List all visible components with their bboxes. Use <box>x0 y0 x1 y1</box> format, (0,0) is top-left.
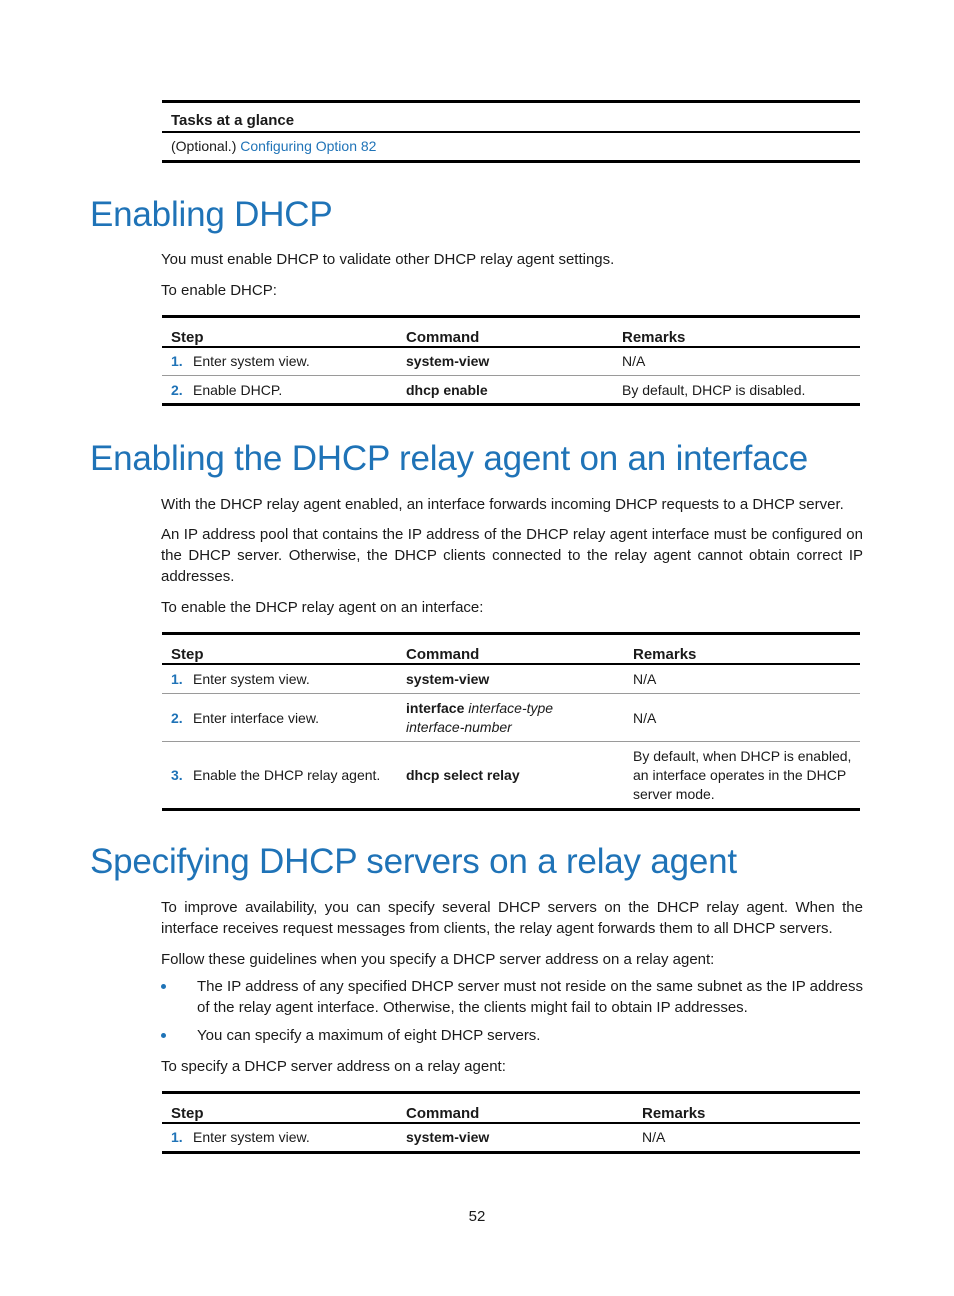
remarks-text: N/A <box>633 670 657 687</box>
table-row <box>162 664 860 694</box>
enable-relay-agent-table <box>162 632 860 811</box>
paragraph: To improve availability, you can specify several DHCP servers on the DHCP relay agent. When the interface receives request messages from clients, the relay agent forwards them to all DHCP servers. <box>161 899 863 937</box>
step-text: Enable the DHCP relay agent. <box>193 767 381 783</box>
command-arg: interface-number <box>406 718 512 735</box>
paragraph: To specify a DHCP server address on a relay agent: <box>161 1058 506 1075</box>
step-number: 2. <box>171 709 183 726</box>
step-text: Enter system view. <box>193 670 310 687</box>
remarks-text: By default, when DHCP is enabled, <box>633 747 852 764</box>
header-remarks: Remarks <box>633 645 697 663</box>
command-text: dhcp enable <box>406 381 488 398</box>
header-step: Step <box>171 1104 204 1122</box>
header-step: Step <box>171 328 204 346</box>
step-text: Enable DHCP. <box>193 381 283 398</box>
step-number: 3. <box>171 767 183 783</box>
header-command: Command <box>406 645 480 663</box>
remarks-text: By default, DHCP is disabled. <box>622 381 806 398</box>
step-text: Enter system view. <box>193 353 310 370</box>
bullet-icon <box>161 1033 166 1038</box>
table-row <box>162 694 860 742</box>
optional-label: (Optional.) <box>171 138 241 155</box>
step-cell <box>162 664 397 694</box>
bullet-text: You can specify a maximum of eight DHCP servers. <box>197 1027 541 1044</box>
tasks-at-a-glance-table <box>162 100 860 163</box>
remarks-text: N/A <box>642 1129 666 1146</box>
step-number: 1. <box>171 1129 183 1146</box>
paragraph: An IP address pool that contains the IP address of the DHCP relay agent interface must be configured on the DHCP server. Otherwise, the DHCP clients connected to the relay agent cannot obtain correct IP addresses. <box>161 526 863 585</box>
table-row <box>162 1123 860 1153</box>
step-cell <box>162 694 397 742</box>
section-title-enabling-relay-agent: Enabling the DHCP relay agent on an interface <box>90 439 809 478</box>
step-cell <box>162 1123 397 1153</box>
step-number: 2. <box>171 381 183 398</box>
bullet-icon <box>161 984 166 989</box>
command-text: system-view <box>406 670 490 687</box>
step-cell <box>162 742 397 810</box>
remarks-text: server mode. <box>633 785 715 802</box>
paragraph: To enable the DHCP relay agent on an interface: <box>161 599 484 616</box>
remarks-text: N/A <box>633 709 657 726</box>
header-command: Command <box>406 328 480 346</box>
paragraph: Follow these guidelines when you specify a DHCP server address on a relay agent: <box>161 951 715 968</box>
table-row <box>162 742 860 810</box>
table-row <box>162 347 860 376</box>
bullet-text: The IP address of any specified DHCP server must not reside on the same subnet as the IP address of the relay agent interface. Otherwise, the clients might fail to obtain IP addresses. <box>197 978 863 1016</box>
section-title-enabling-dhcp: Enabling DHCP <box>90 195 333 234</box>
paragraph: You must enable DHCP to validate other DHCP relay agent settings. <box>161 251 615 268</box>
header-remarks: Remarks <box>642 1104 706 1122</box>
command-text: dhcp select relay <box>406 767 520 783</box>
section-title-specifying-dhcp-servers: Specifying DHCP servers on a relay agent <box>90 842 737 881</box>
table-row <box>162 132 860 162</box>
step-number: 1. <box>171 670 183 687</box>
paragraph: To enable DHCP: <box>161 282 277 299</box>
header-remarks: Remarks <box>622 328 686 346</box>
bullet-item <box>161 1025 863 1046</box>
specify-dhcp-server-table <box>162 1091 860 1154</box>
header-command: Command <box>406 1104 480 1122</box>
header-step: Step <box>171 645 204 663</box>
command-text: interface <box>406 699 465 716</box>
remarks-text: an interface operates in the DHCP <box>633 766 847 783</box>
page-number: 52 <box>468 1208 486 1225</box>
table-row <box>162 376 860 405</box>
enable-dhcp-table <box>162 315 860 406</box>
command-text: system-view <box>406 1129 490 1146</box>
step-text: Enter system view. <box>193 1129 310 1146</box>
step-text: Enter interface view. <box>193 709 320 726</box>
configuring-option-82-link[interactable]: Configuring Option 82 <box>240 138 377 155</box>
command-text: system-view <box>406 353 490 370</box>
step-cell <box>162 376 397 405</box>
remarks-text: N/A <box>622 353 646 370</box>
step-cell <box>162 347 397 376</box>
step-number: 1. <box>171 353 183 370</box>
command-arg: interface-type <box>468 699 554 716</box>
table-header-tasks: Tasks at a glance <box>171 111 295 129</box>
paragraph: With the DHCP relay agent enabled, an interface forwards incoming DHCP requests to a DHCP server. <box>161 496 844 513</box>
bullet-item <box>161 976 863 1018</box>
glance-row-cell <box>162 132 860 162</box>
